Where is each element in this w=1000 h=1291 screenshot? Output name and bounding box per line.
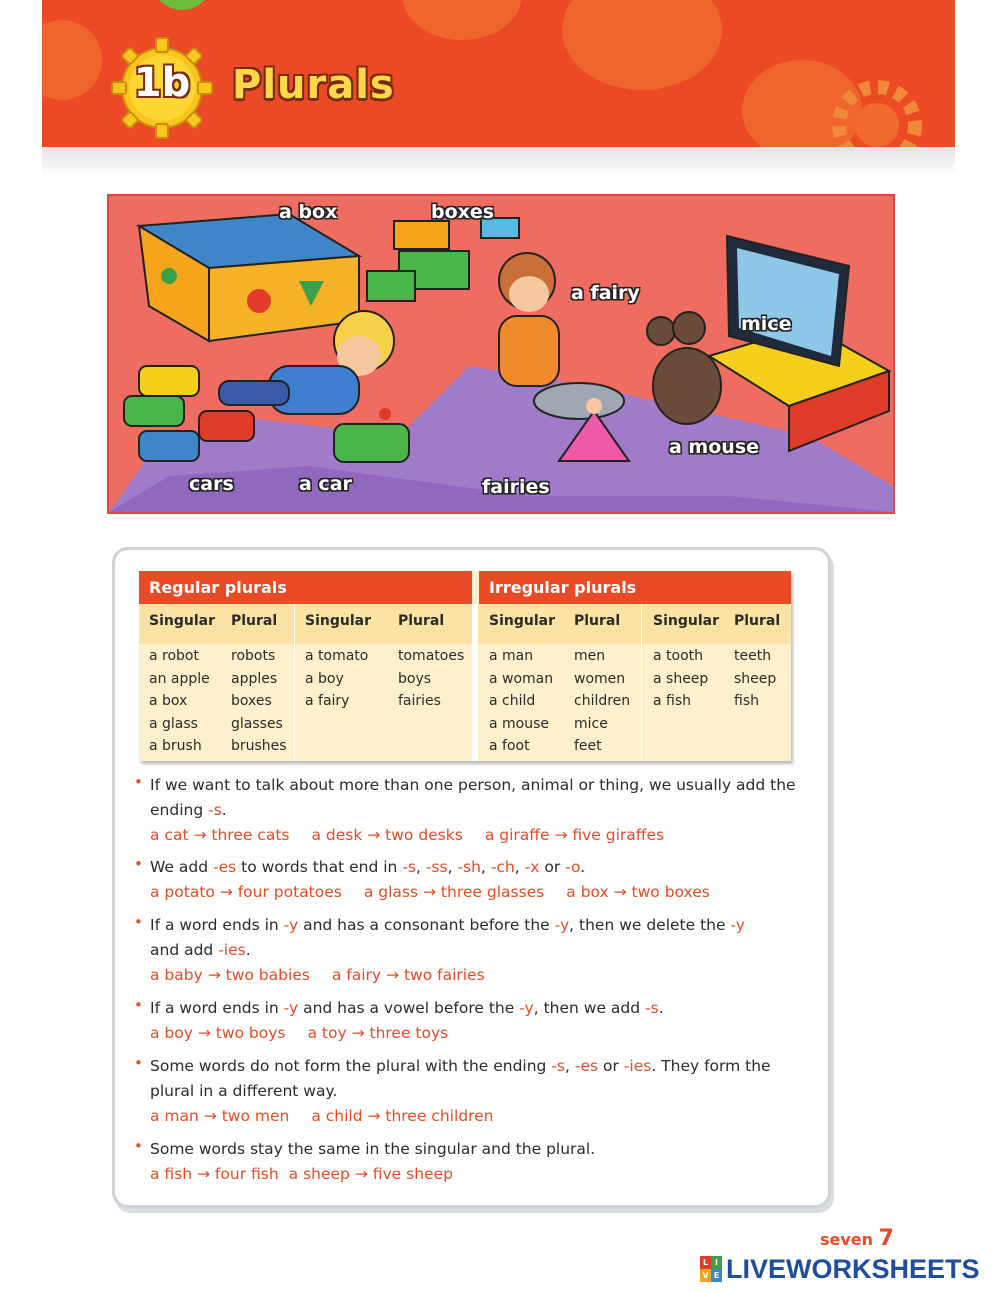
rule-text-part: If a word ends in: [150, 916, 284, 934]
label-fairies: fairies: [482, 476, 550, 498]
col-header-plural: Plural: [398, 613, 445, 629]
page-digit: 7: [878, 1226, 894, 1251]
plurals-table: [139, 571, 791, 761]
irregular-1-plural-column: [574, 645, 630, 758]
playroom-scene: [109, 196, 893, 512]
table-cell: a tomato: [305, 648, 369, 664]
table-cell: boys: [398, 670, 432, 687]
example: a glass → three glasses: [363, 883, 545, 901]
rule-text: Some words stay the same in the singular and the plural.: [150, 1140, 596, 1158]
rule-text: [150, 913, 799, 963]
bullet-icon: •: [134, 855, 143, 873]
table-cell: a mouse: [489, 715, 550, 732]
irregular-plurals-heading: Irregular plurals: [479, 571, 791, 604]
suffix-highlight: -y: [730, 916, 745, 934]
rule-text-part: If a word ends in: [150, 999, 284, 1017]
irregular-1-singular-column: [489, 645, 553, 758]
rule-text-part: and has a vowel before the: [298, 999, 520, 1017]
table-cell: a man: [489, 648, 534, 664]
rule-examples: [150, 1021, 799, 1046]
liveworksheets-logo[interactable]: [700, 1252, 980, 1286]
suffix-highlight: -es: [212, 858, 237, 876]
rule-text: Some words do not form the plural with the ending -s, -es or -ies. They form the plural in a different way.: [150, 1057, 771, 1100]
table-cell: feet: [574, 738, 602, 754]
rule-text: [150, 773, 799, 823]
example: a toy → three toys: [307, 1024, 449, 1042]
label-mice: mice: [741, 313, 792, 335]
table-cell: glasses: [231, 715, 283, 732]
suffix-highlight: -ss: [425, 858, 448, 876]
rule-text-part: and add: [150, 941, 219, 959]
header-decoration: [562, 0, 722, 90]
table-cell: a sheep: [653, 670, 709, 687]
bullet-icon: •: [134, 996, 143, 1014]
table-cell: teeth: [734, 648, 772, 664]
regular-2-singular-column: [305, 645, 368, 713]
rule-text-part: .: [580, 858, 586, 876]
rule-text-part: .: [221, 801, 227, 819]
rule-examples: [150, 823, 799, 848]
table-cell: children: [574, 693, 631, 709]
example: a man → two men: [150, 1107, 290, 1125]
table-cell: a foot: [489, 738, 530, 754]
logo-letter: I: [711, 1256, 722, 1269]
logo-letter: E: [711, 1269, 722, 1282]
rule-text-part: , then we add: [533, 999, 646, 1017]
example: a sheep → five sheep: [288, 1165, 453, 1183]
liveworksheets-brand: LIVEWORKSHEETS: [726, 1253, 980, 1284]
rule-text: We add -es to words that end in -s, -ss, -sh, -ch, -x or -o.: [150, 858, 586, 876]
col-header-singular: Singular: [653, 613, 719, 629]
label-a-box: a box: [279, 201, 338, 223]
example: a fairy → two fairies: [331, 966, 485, 984]
example: a box → two boxes: [566, 883, 710, 901]
label-cars: cars: [189, 473, 234, 495]
example: a child → three children: [311, 1107, 494, 1125]
liveworksheets-mark-icon: [700, 1256, 722, 1282]
rule-text-part: Some words do not form the plural with the ending: [150, 1057, 552, 1075]
suffix-highlight: -y: [519, 999, 534, 1017]
suffix-highlight: -y: [554, 916, 570, 934]
suffix-highlight: -s: [645, 999, 659, 1017]
regular-2-plural-column: [398, 645, 464, 713]
table-cell: apples: [231, 670, 278, 687]
logo-letter: L: [700, 1256, 711, 1269]
header-decoration: [42, 20, 102, 100]
header-shadow: [42, 147, 955, 175]
rule-4: [134, 996, 799, 1046]
header-decoration: [402, 0, 522, 40]
suffix-highlight: -sh: [457, 858, 481, 876]
label-a-car: a car: [299, 473, 352, 495]
example: a cat → three cats: [150, 826, 290, 844]
table-cell: a robot: [149, 648, 199, 664]
rule-text-part: .: [658, 999, 664, 1017]
suffix-highlight: -ies: [623, 1057, 652, 1075]
suffix-highlight: -ch: [490, 858, 515, 876]
table-cell: a box: [149, 693, 188, 709]
col-header-plural: Plural: [231, 613, 278, 629]
table-cell: tomatoes: [398, 648, 465, 664]
col-header-plural: Plural: [574, 613, 621, 629]
example: a baby → two babies: [150, 966, 310, 984]
regular-1-plural-column: [231, 645, 287, 758]
page-number: [820, 1226, 894, 1251]
table-cell: sheep: [734, 670, 777, 687]
col-header-singular: Singular: [149, 613, 215, 629]
rule-1: [134, 773, 799, 848]
rule-3: [134, 913, 799, 988]
lesson-number: 1b: [133, 60, 191, 106]
rule-6: [134, 1137, 799, 1187]
rule-text-part: or: [539, 858, 566, 876]
table-cell: a brush: [149, 738, 202, 754]
col-header-singular: Singular: [305, 613, 371, 629]
gear-decoration-icon: [822, 70, 932, 147]
col-header-singular: Singular: [489, 613, 555, 629]
logo-letter: V: [700, 1269, 711, 1282]
table-cell: men: [574, 648, 606, 664]
rule-text-part: . They form the plural in a different way.: [150, 1057, 771, 1100]
suffix-highlight: -ies: [218, 941, 246, 959]
rule-text: [150, 996, 799, 1021]
irregular-2-singular-column: [653, 645, 708, 713]
rule-text-part: to words that end in: [236, 858, 403, 876]
label-boxes: boxes: [431, 201, 495, 223]
table-cell: a fairy: [305, 693, 350, 709]
table-cell: a fish: [653, 693, 692, 709]
table-cell: boxes: [231, 693, 272, 709]
rule-text-part: We add: [150, 858, 213, 876]
bullet-icon: •: [134, 913, 143, 931]
col-header-plural: Plural: [734, 613, 781, 629]
plurals-illustration: [107, 194, 895, 514]
column-divider: [294, 604, 295, 761]
column-divider: [472, 604, 478, 761]
table-cell: brushes: [231, 738, 287, 754]
gear-decoration-icon: [142, 0, 222, 20]
page-word: seven: [820, 1230, 874, 1249]
table-cell: a glass: [149, 715, 198, 732]
rule-examples: [150, 1104, 799, 1129]
rule-2: [134, 855, 799, 905]
rule-text-part: If we want to talk about more than one person, animal or thing, we usually add the ending: [150, 776, 796, 819]
rule-examples: [150, 880, 799, 905]
example: a potato → four potatoes: [150, 883, 342, 901]
example: a boy → two boys: [150, 1024, 286, 1042]
table-cell: mice: [574, 715, 608, 732]
rule-examples: [150, 963, 799, 988]
table-cell: a tooth: [653, 648, 704, 664]
suffix-highlight: -s: [402, 858, 416, 876]
rule-examples: [150, 1162, 799, 1187]
suffix-highlight: -y: [283, 999, 299, 1017]
irregular-2-plural-column: [734, 645, 776, 713]
bullet-icon: •: [134, 1054, 143, 1072]
label-a-fairy: a fairy: [571, 282, 640, 304]
rule-text-part: or: [598, 1057, 624, 1075]
suffix-highlight: -s: [551, 1057, 565, 1075]
suffix-highlight: -o: [565, 858, 581, 876]
suffix-highlight: -x: [524, 858, 540, 876]
table-cell: an apple: [149, 670, 210, 687]
rule-text-part: , then we delete the: [569, 916, 731, 934]
column-divider: [641, 604, 642, 761]
suffix-highlight: -y: [283, 916, 299, 934]
suffix-highlight: -s: [208, 801, 222, 819]
table-cell: fish: [734, 693, 759, 709]
table-cell: a child: [489, 693, 536, 709]
table-cell: robots: [231, 648, 276, 664]
rule-text-part: and has a consonant before the: [298, 916, 555, 934]
example: a giraffe → five giraffes: [484, 826, 665, 844]
rule-text-part: .: [245, 941, 251, 959]
page-title: Plurals: [232, 62, 395, 108]
bullet-icon: •: [134, 1137, 143, 1155]
label-a-mouse: a mouse: [669, 436, 760, 458]
bullet-icon: •: [134, 773, 143, 791]
example: a fish → four fish: [150, 1165, 279, 1183]
regular-1-singular-column: [149, 645, 210, 758]
table-cell: a boy: [305, 670, 344, 687]
rule-5: [134, 1054, 799, 1129]
suffix-highlight: -es: [574, 1057, 599, 1075]
example: a desk → two desks: [311, 826, 463, 844]
table-cell: fairies: [398, 693, 441, 709]
table-cell: women: [574, 670, 626, 687]
regular-plurals-heading: Regular plurals: [139, 571, 472, 604]
table-cell: a woman: [489, 670, 554, 687]
